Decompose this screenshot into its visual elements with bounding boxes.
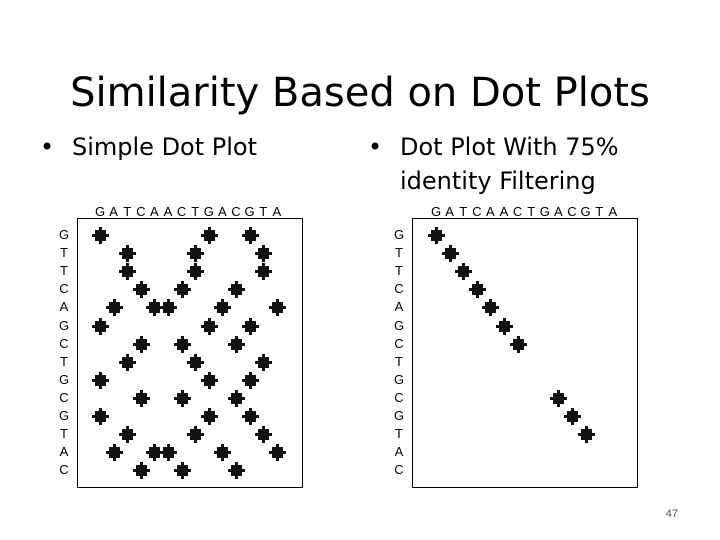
- column-sequence-letter: G: [94, 204, 106, 219]
- row-sequence-letter: T: [395, 263, 403, 279]
- row-sequence-letter: T: [60, 353, 68, 369]
- column-sequence-letter: A: [150, 204, 159, 219]
- column-sequence-letter: T: [259, 204, 268, 219]
- row-sequence-letter: C: [394, 389, 404, 405]
- column-sequence-letter: A: [445, 204, 454, 219]
- column-sequence-letter: A: [608, 204, 618, 219]
- row-sequence-letter: G: [393, 317, 405, 333]
- column-sequence-letter: T: [191, 204, 200, 219]
- bullet-simple-dot-plot: [40, 130, 257, 164]
- column-sequence-letter: A: [109, 204, 118, 219]
- column-sequence-letter: C: [136, 204, 146, 219]
- row-sequence-letter: T: [60, 245, 68, 261]
- column-sequence-letter: C: [472, 204, 482, 219]
- row-sequence-letter: T: [60, 263, 68, 279]
- column-sequence-letter: T: [459, 204, 468, 219]
- row-sequence-letter: G: [58, 317, 70, 333]
- row-sequence-letter: T: [395, 353, 403, 369]
- bullet-filtered-dot-plot: [368, 130, 668, 198]
- column-sequence-letter: T: [595, 204, 604, 219]
- row-sequence-letter: G: [393, 227, 405, 242]
- column-sequence-letter: C: [512, 204, 523, 219]
- column-sequence-letter: A: [272, 204, 282, 219]
- column-sequence-letter: A: [554, 204, 563, 219]
- slide-title: Similarity Based on Dot Plots: [70, 69, 650, 116]
- bullet-text: Dot Plot With 75% identity Filtering: [400, 133, 619, 195]
- filtered-dot-plot-frame: [412, 218, 638, 488]
- row-sequence-letter: T: [395, 426, 403, 442]
- row-sequence-letter: G: [58, 408, 70, 423]
- row-sequence-letter: C: [59, 335, 69, 351]
- row-sequence-letter: C: [394, 462, 404, 478]
- column-sequence-letter: A: [486, 204, 495, 219]
- row-sequence-letter: A: [394, 444, 404, 460]
- row-sequence-letter: G: [393, 408, 405, 423]
- row-sequence-letter: G: [393, 371, 405, 387]
- row-sequence-letter: A: [59, 299, 69, 315]
- row-sequence-letter: A: [59, 444, 69, 460]
- bullet-symbol: •: [368, 133, 383, 161]
- row-sequence-letter: C: [59, 462, 69, 478]
- column-sequence-letter: T: [527, 204, 536, 219]
- column-sequence-letter: G: [430, 204, 442, 219]
- row-sequence-letter: G: [58, 371, 70, 387]
- row-sequence-letter: T: [395, 245, 403, 261]
- row-sequence-letter: C: [394, 281, 404, 297]
- row-sequence-letter: T: [60, 426, 68, 442]
- simple-dot-plot-frame: [77, 218, 303, 488]
- row-sequence-letter: C: [59, 389, 69, 405]
- column-sequence-letter: C: [231, 204, 241, 219]
- column-sequence-letter: G: [203, 204, 214, 219]
- bullet-symbol: •: [40, 133, 55, 161]
- column-sequence-letter: G: [539, 204, 550, 219]
- column-sequence-letter: A: [499, 204, 509, 219]
- bullet-text: Simple Dot Plot: [72, 133, 258, 161]
- page-number: 47: [665, 508, 678, 520]
- column-sequence-letter: G: [244, 204, 255, 219]
- column-sequence-letter: A: [163, 204, 173, 219]
- column-sequence-letter: C: [567, 204, 577, 219]
- row-sequence-letter: C: [59, 281, 69, 297]
- row-sequence-letter: G: [58, 227, 70, 242]
- row-sequence-letter: A: [394, 299, 404, 315]
- column-sequence-letter: G: [580, 204, 591, 219]
- column-sequence-letter: A: [218, 204, 227, 219]
- column-sequence-letter: C: [176, 204, 187, 219]
- row-sequence-letter: C: [394, 335, 404, 351]
- column-sequence-letter: T: [123, 204, 132, 219]
